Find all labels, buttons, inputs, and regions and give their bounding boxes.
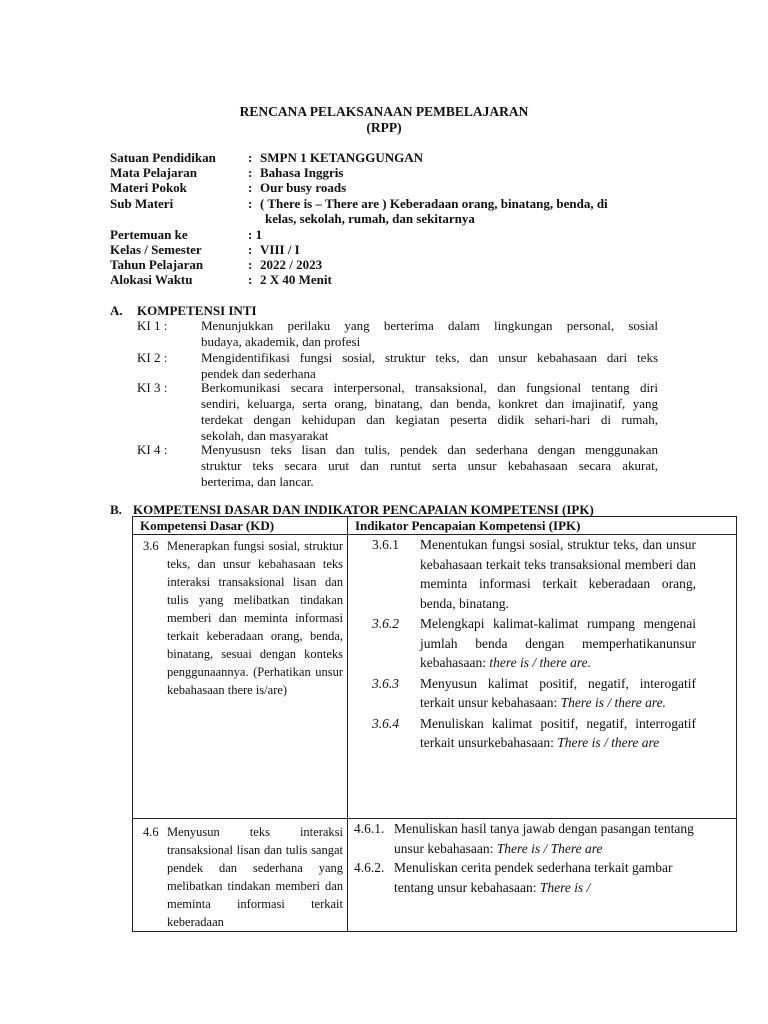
section-a-letter: A. [110, 303, 123, 318]
ki-line: sekolah, dan masyarakat [201, 428, 329, 443]
ipk-item [372, 614, 696, 673]
ipk-italic-term: There is / there are. [560, 695, 666, 710]
ipk-cell [348, 819, 737, 932]
ki-line: sendiri, keluarga, serta orang, binatang, dan benda, konkret dan imajinatif, yang [201, 396, 658, 411]
ipk-number: 3.6.1 [372, 537, 399, 552]
kd-text: Menerapkan fungsi sosial, struktur teks, dan unsur kebahasaan teks interaksi transaksional lisan dan tulis yang melibatkan tindakan memberi dan meminta informasi terkait keberadaan orang, benda, binatang, sesuai dengan konteks penggunaannya. (Perhatikan unsur kebahasaan there is/are) [167, 539, 343, 697]
ki-label: KI 1 : [137, 318, 168, 333]
info-colon: : [248, 150, 253, 165]
table-row [133, 819, 737, 932]
document-subtitle: (RPP) [366, 120, 402, 135]
ipk-item [372, 714, 696, 753]
info-value-continued: kelas, sekolah, rumah, dan sekitarnya [265, 211, 475, 226]
info-label: Pertemuan ke [110, 227, 188, 242]
ki-text [201, 380, 658, 444]
table-row [133, 535, 737, 819]
ki-line: Menunjukkan perilaku yang berterima dalam lingkungan personal, sosial [201, 318, 658, 333]
ki-line: berterima, dan lancar. [201, 474, 314, 489]
ki-label: KI 4 : [137, 442, 168, 457]
ki-line: pendek dan sederhana [201, 366, 316, 381]
info-colon: : [248, 257, 253, 272]
ipk-text: Menuliskan hasil tanya jawab dengan pasangan tentang unsur kebahasaan: [394, 821, 694, 856]
ipk-italic-term: There is / There are [496, 840, 603, 856]
ki-line: Mengidentifikasi fungsi sosial, struktur teks, dan unsur kebahasaan dari teks [201, 350, 658, 365]
ki-line: Menyususn teks lisan dan tulis, pendek dan sederhana dengan menggunakan [201, 442, 658, 457]
section-b-letter: B. [110, 502, 122, 517]
table-header-kd: Kompetensi Dasar (KD) [133, 517, 348, 535]
ipk-text: Menuliskan kalimat positif, negatif, interrogatif terkait unsurkebahasaan: [420, 715, 696, 750]
info-colon: : [248, 196, 253, 211]
info-value: 2 X 40 Menit [260, 272, 332, 287]
info-value: ( There is – There are ) Keberadaan orang, binatang, benda, di [260, 196, 608, 211]
table-header-row [133, 517, 737, 535]
ipk-italic-term: There is / [539, 879, 591, 895]
info-colon: : 1 [248, 227, 263, 242]
info-value: Our busy roads [260, 180, 347, 195]
ki-line: Berkomunikasi secara interpersonal, transaksional, dan fungsional tentang diri [201, 380, 658, 395]
section-a-title: KOMPETENSI INTI [137, 303, 257, 318]
info-colon: : [248, 242, 253, 257]
ipk-text: Menentukan fungsi sosial, struktur teks, dan unsur kebahasaan terkait teks transaksional memberi dan meminta informasi terkait keberadaan orang, benda, binatang. [420, 537, 696, 611]
ipk-cell [348, 535, 737, 819]
info-colon: : [248, 180, 253, 195]
info-label: Materi Pokok [110, 180, 187, 195]
ki-text [201, 318, 658, 350]
ipk-text: Menyusun kalimat positif, negatif, interogatif terkait unsur kebahasaan: [420, 675, 696, 710]
info-label: Kelas / Semester [110, 242, 202, 257]
info-colon: : [248, 165, 253, 180]
ki-text [201, 350, 658, 382]
ipk-text: Melengkapi kalimat-kalimat rumpang mengenai jumlah benda dengan memperhatikanunsur kebahasaan: [420, 616, 696, 670]
table-header-ipk: Indikator Pencapaian Kompetensi (IPK) [348, 517, 737, 535]
ipk-number: 3.6.2 [372, 616, 399, 631]
ki-label: KI 3 : [137, 380, 168, 395]
ipk-number: 4.6.2. [354, 860, 385, 875]
ipk-item [354, 819, 696, 858]
kd-number: 3.6 [143, 539, 159, 553]
ipk-number: 3.6.3 [372, 675, 399, 691]
ipk-number: 4.6.1. [354, 821, 385, 836]
info-label: Tahun Pelajaran [110, 257, 204, 272]
info-label: Mata Pelajaran [110, 165, 198, 180]
ki-line: budaya, akademik, dan profesi [201, 334, 361, 349]
ipk-italic-term: There is / there are [557, 735, 660, 750]
info-label: Satuan Pendidikan [110, 150, 216, 165]
ki-line: terdekat dengan kehidupan dan kegiatan peserta didik sehari-hari di rumah, [201, 412, 658, 427]
kd-text: Menyusun teks interaksi transaksional lisan dan tulis sangat pendek dan sederhana yang melibatkan tindakan memberi dan meminta informasi terkait keberadaan [167, 825, 343, 929]
ki-label: KI 2 : [137, 350, 168, 365]
info-value: VIII / I [260, 242, 300, 257]
ipk-number: 3.6.4 [372, 715, 399, 731]
ipk-item [372, 674, 696, 713]
kd-ipk-table [132, 516, 737, 932]
ipk-italic-term: there is / there are. [489, 655, 591, 670]
section-b-title: KOMPETENSI DASAR DAN INDIKATOR PENCAPAIAN KOMPETENSI (IPK) [133, 502, 594, 517]
info-colon: : [248, 272, 253, 287]
document-title: RENCANA PELAKSANAAN PEMBELAJARAN [239, 104, 529, 119]
info-label: Alokasi Waktu [110, 272, 193, 287]
info-value: 2022 / 2023 [260, 257, 323, 272]
kd-number: 4.6 [143, 825, 159, 839]
kd-cell [133, 819, 348, 932]
ipk-item [372, 535, 696, 613]
info-value: SMPN 1 KETANGGUNGAN [260, 150, 423, 165]
kd-cell [133, 535, 348, 819]
ki-text [201, 442, 658, 490]
ki-line: struktur teks secara urut dan runtut serta unsur kebahasaan secara akurat, [201, 458, 658, 473]
ipk-text: Menuliskan cerita pendek sederhana terkait gambar tentang unsur kebahasaan: [394, 860, 673, 895]
ipk-item [354, 858, 696, 897]
info-label: Sub Materi [110, 196, 174, 211]
info-value: Bahasa Inggris [260, 165, 344, 180]
